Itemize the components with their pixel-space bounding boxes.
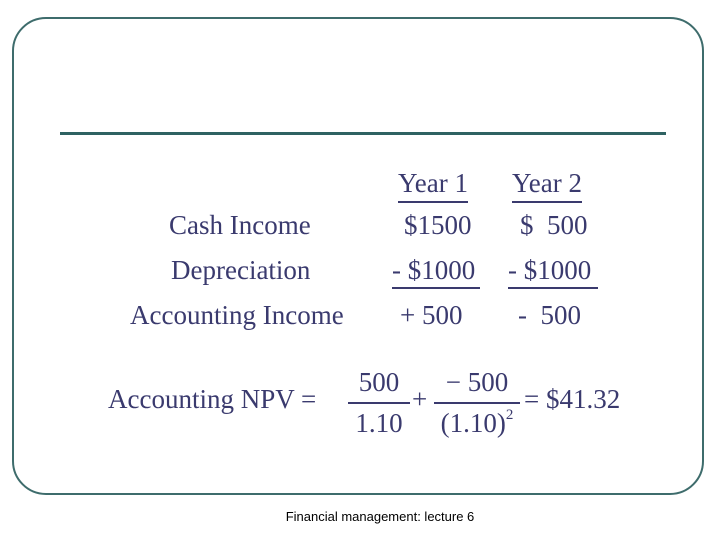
year-1-sum-line: [392, 287, 480, 289]
title-divider: [60, 132, 666, 135]
fraction-1-denominator: 1.10: [355, 408, 403, 438]
fraction-2-numerator: − 500: [445, 367, 509, 397]
row-label-accounting-income: Accounting Income: [130, 300, 344, 330]
fraction-1-numerator: 500: [358, 367, 400, 397]
depreciation-year-2: - $1000: [508, 255, 592, 285]
fraction-2-denominator: (1.10): [440, 408, 506, 438]
formula-result: = $41.32: [524, 384, 621, 414]
cash-income-year-1: $1500: [404, 210, 472, 240]
formula-lhs: Accounting NPV =: [108, 384, 317, 414]
row-label-cash-income: Cash Income: [169, 210, 311, 240]
fraction-year-2: [434, 369, 520, 437]
accounting-income-year-2: - 500: [518, 300, 581, 330]
fraction-2-denominator-group: [434, 404, 520, 437]
cash-income-year-2: $ 500: [520, 210, 588, 240]
fraction-2-exponent: 2: [505, 407, 514, 423]
year-2-sum-line: [508, 287, 598, 289]
header-year-1: Year 1: [398, 170, 468, 203]
row-label-depreciation: Depreciation: [171, 255, 311, 285]
fraction-year-1: [348, 369, 410, 437]
plus-sign: +: [412, 384, 428, 414]
depreciation-year-1: - $1000: [392, 255, 476, 285]
header-year-2: Year 2: [512, 170, 582, 203]
accounting-income-year-1: + 500: [400, 300, 463, 330]
slide-footer: Financial management: lecture 6: [285, 509, 475, 524]
